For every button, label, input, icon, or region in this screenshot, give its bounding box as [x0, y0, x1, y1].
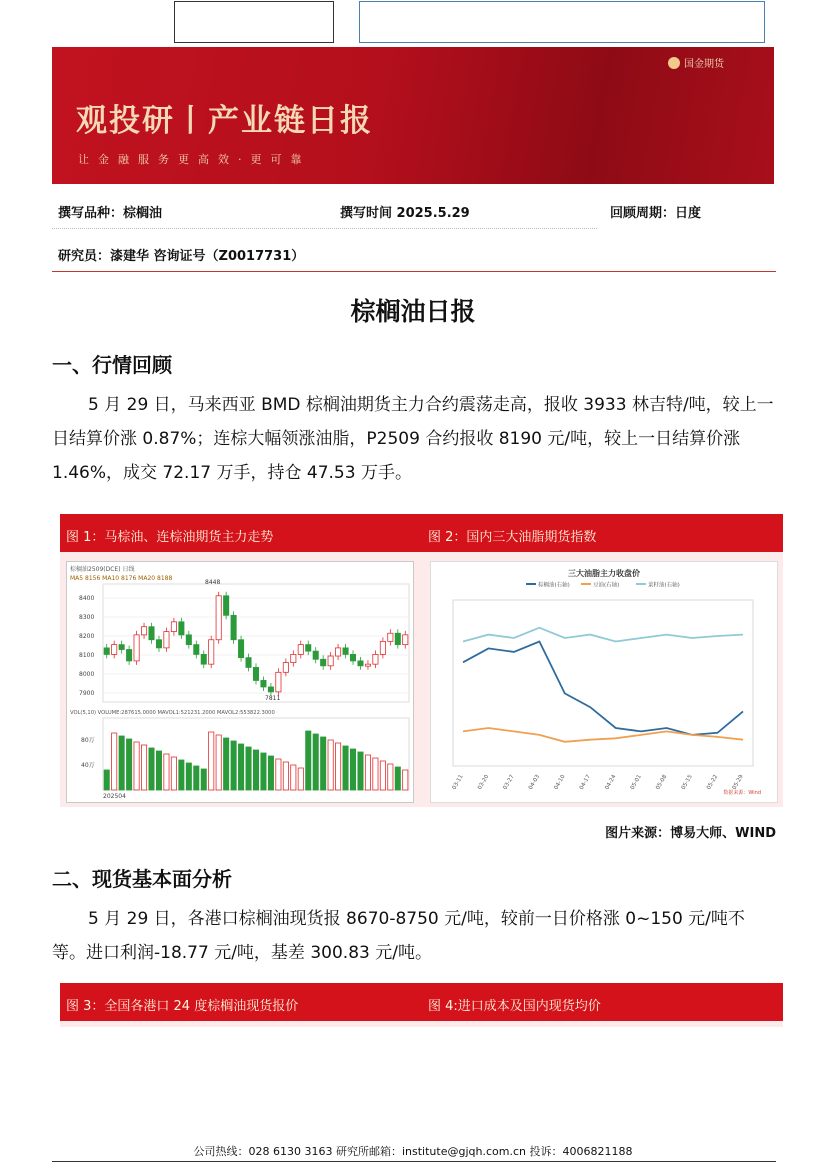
kline-volume-bar: [395, 767, 400, 790]
plot-area: [453, 600, 753, 766]
kline-y-tick: 8300: [79, 614, 95, 621]
report-banner: [52, 47, 774, 184]
kline-volume-bar: [216, 735, 221, 790]
header-box-right: [359, 1, 765, 43]
logo-text: 国金期货: [684, 59, 724, 70]
kline-candle: [291, 654, 296, 662]
kline-header: 棕榈油2509(DCE) 日线: [70, 566, 135, 573]
kline-x-label: 202504: [103, 793, 126, 800]
x-tick-label: 04-03: [527, 774, 542, 791]
kline-chart: [67, 562, 413, 802]
kline-vol-tick-2: 40万: [81, 762, 95, 769]
kline-y-tick: 8400: [79, 595, 95, 602]
kline-candle: [328, 656, 333, 666]
figure-2-caption: 图 2：国内三大油脂期货指数: [428, 530, 597, 545]
kline-volume-bar: [403, 770, 408, 790]
kline-volume-bar: [306, 731, 311, 790]
figure-row-2-background: [60, 1021, 783, 1027]
kline-volume-bar: [380, 761, 385, 790]
kline-volume-bar: [321, 737, 326, 790]
kline-candle: [224, 596, 229, 616]
chart-source-note: 数据来源：Wind: [723, 790, 761, 796]
kline-candle: [321, 659, 326, 666]
kline-volume-bar: [328, 740, 333, 790]
kline-volume-bar: [246, 747, 251, 790]
kline-candle: [335, 648, 340, 656]
kline-volume-bar: [171, 757, 176, 790]
x-tick-label: 05-29: [731, 774, 745, 791]
kline-candle: [216, 596, 221, 640]
footer-rule: [52, 1161, 776, 1162]
kline-candle: [164, 632, 169, 648]
kline-volume-bar: [365, 755, 370, 790]
header-rule: [52, 271, 776, 272]
meta-variety: 撰写品种：棕榈油: [58, 206, 163, 221]
banner-slogan: 让金融服务更高效·更可靠: [78, 153, 311, 166]
section-heading-spot: 二、现货基本面分析: [52, 867, 232, 891]
kline-volume-bar: [238, 744, 243, 790]
kline-candle: [395, 633, 400, 644]
kline-ma-header: MA5 8156 MA10 8176 MA20 8188: [70, 575, 173, 582]
kline-volume-bar: [276, 759, 281, 790]
spot-analysis-paragraph: 5 月 29 日，各港口棕榈油现货报 8670-8750 元/吨，较前一日价格涨 0~150 元/吨不等。进口利润-18.77 元/吨，基差 300.83 元/吨。: [52, 909, 745, 963]
meta-divider: [52, 228, 597, 229]
market-review-paragraph: 5 月 29 日，马来西亚 BMD 棕榈油期货主力合约震荡走高，报收 3933 林吉特/吨，较上一日结算价涨 0.87%；连棕大幅领涨油脂，P2509 合约报收 8190 元/吨，较上一日结算价涨 1.46%，成交 72.17 万手，持仓 47.53 万手。: [52, 395, 774, 483]
kline-volume-bar: [112, 733, 117, 790]
figure-caption-band: [60, 514, 783, 552]
figure-2-linechart: [430, 561, 778, 803]
figure-4-caption: 图 4:进口成本及国内现货均价: [428, 999, 601, 1014]
kline-y-tick: 7900: [79, 690, 95, 697]
kline-volume-bar: [335, 743, 340, 790]
kline-candle: [119, 645, 124, 650]
kline-volume-bar: [201, 769, 206, 790]
kline-candle: [365, 664, 370, 666]
kline-volume-bar: [388, 764, 393, 790]
header-box-left: [174, 1, 334, 43]
kline-candle: [171, 622, 176, 632]
kline-volume-bar: [231, 741, 236, 790]
kline-candle: [238, 640, 243, 658]
oil-price-chart: [431, 562, 777, 802]
legend-label-1: 豆油(右轴): [593, 582, 620, 589]
kline-low-label: 7811: [265, 695, 281, 702]
kline-candle: [306, 645, 311, 652]
kline-candle: [268, 687, 273, 692]
kline-volume-bar: [350, 749, 355, 790]
figure-1-caption: 图 1：马棕油、连棕油期货主力走势: [66, 530, 274, 545]
kline-volume-bar: [313, 734, 318, 790]
kline-candle: [149, 627, 154, 640]
kline-candle: [104, 648, 109, 655]
kline-candle: [253, 667, 258, 680]
kline-candle: [186, 635, 191, 645]
kline-candle: [350, 654, 355, 661]
kline-volume-bar: [194, 766, 199, 790]
kline-candle: [209, 640, 214, 664]
x-tick-label: 05-15: [680, 774, 694, 791]
kline-candle: [261, 680, 266, 687]
company-logo: [668, 55, 724, 70]
kline-volume-bar: [343, 746, 348, 790]
chart-title: 三大油脂主力收盘价: [568, 569, 640, 578]
kline-candle: [373, 654, 378, 664]
kline-volume-bar: [186, 763, 191, 790]
x-tick-label: 04-24: [604, 774, 618, 791]
kline-volume-bar: [164, 754, 169, 790]
kline-candle: [343, 648, 348, 655]
figure-3-caption: 图 3：全国各港口 24 度棕榈油现货报价: [66, 999, 299, 1014]
kline-candle: [388, 633, 393, 641]
x-tick-label: 05-08: [655, 774, 669, 791]
kline-volume-bar: [141, 745, 146, 790]
kline-volume-bar: [253, 750, 258, 790]
kline-y-tick: 8200: [79, 633, 95, 640]
kline-volume-bar: [127, 739, 132, 790]
legend-label-0: 棕榈油(右轴): [538, 582, 570, 589]
x-tick-label: 04-17: [578, 774, 593, 791]
kline-candle: [179, 622, 184, 635]
kline-volume-bar: [134, 742, 139, 790]
kline-volume-bar: [298, 768, 303, 790]
kline-volume-bar: [119, 736, 124, 790]
kline-candle: [380, 641, 385, 654]
figure-caption-band-2: [60, 983, 783, 1021]
kline-volume-bar: [156, 751, 161, 790]
kline-high-label: 8448: [205, 579, 221, 586]
kline-candle: [313, 651, 318, 659]
kline-candle: [134, 635, 139, 661]
meta-time: 撰写时间 2025.5.29: [340, 206, 470, 221]
kline-vol-tick-1: 80万: [81, 737, 95, 744]
x-tick-label: 04-10: [553, 774, 567, 791]
figure-source: 图片来源：博易大师、WIND: [605, 826, 776, 841]
kline-volume-bar: [291, 765, 296, 790]
kline-volume-bar: [373, 758, 378, 790]
kline-candle: [358, 661, 363, 666]
kline-volume-bar: [179, 760, 184, 790]
kline-candle: [201, 654, 206, 664]
kline-candle: [403, 635, 408, 645]
page-footer: 公司热线：028 6130 3163 研究所邮箱：institute@gjqh.com.cn 投诉：4006821188: [193, 1145, 633, 1158]
kline-candle: [156, 640, 161, 648]
x-tick-label: 03-11: [451, 774, 465, 791]
kline-candle: [298, 645, 303, 655]
logo-icon: [668, 57, 680, 69]
meta-period: 回顾周期：日度: [610, 206, 702, 221]
x-tick-label: 03-20: [476, 774, 491, 791]
x-tick-label: 05-01: [629, 774, 643, 791]
kline-candle: [246, 658, 251, 668]
kline-y-tick: 8000: [79, 671, 95, 678]
kline-candle: [276, 672, 281, 692]
figure-1-kline: [66, 561, 414, 803]
kline-volume-bar: [268, 756, 273, 790]
kline-volume-bar: [283, 762, 288, 790]
kline-candle: [141, 627, 146, 635]
kline-candle: [283, 663, 288, 673]
kline-volume-bar: [149, 748, 154, 790]
kline-volume-bar: [209, 732, 214, 790]
kline-y-tick: 8100: [79, 652, 95, 659]
kline-volume-bar: [358, 752, 363, 790]
kline-candle: [127, 650, 132, 661]
kline-volume-bar: [261, 753, 266, 790]
kline-candle: [231, 615, 236, 639]
kline-candle: [112, 645, 117, 655]
kline-volume-bar: [104, 770, 109, 790]
legend-label-2: 菜籽油(右轴): [648, 582, 680, 589]
banner-title: 观投研丨产业链日报: [76, 103, 373, 139]
x-tick-label: 05-22: [706, 774, 720, 791]
kline-candle: [194, 645, 199, 655]
meta-researcher: 研究员：漆建华 咨询证号（Z0017731）: [58, 249, 305, 264]
document-title: 棕榈油日报: [350, 297, 476, 326]
kline-volume-header: VOL(5,10) VOLUME:287615.0000 MAVOL1:521231.2000 MAVOL2:553822.3000: [70, 710, 275, 716]
x-tick-label: 03-27: [502, 774, 516, 791]
kline-volume-bar: [224, 738, 229, 790]
section-heading-market: 一、行情回顾: [52, 353, 172, 377]
